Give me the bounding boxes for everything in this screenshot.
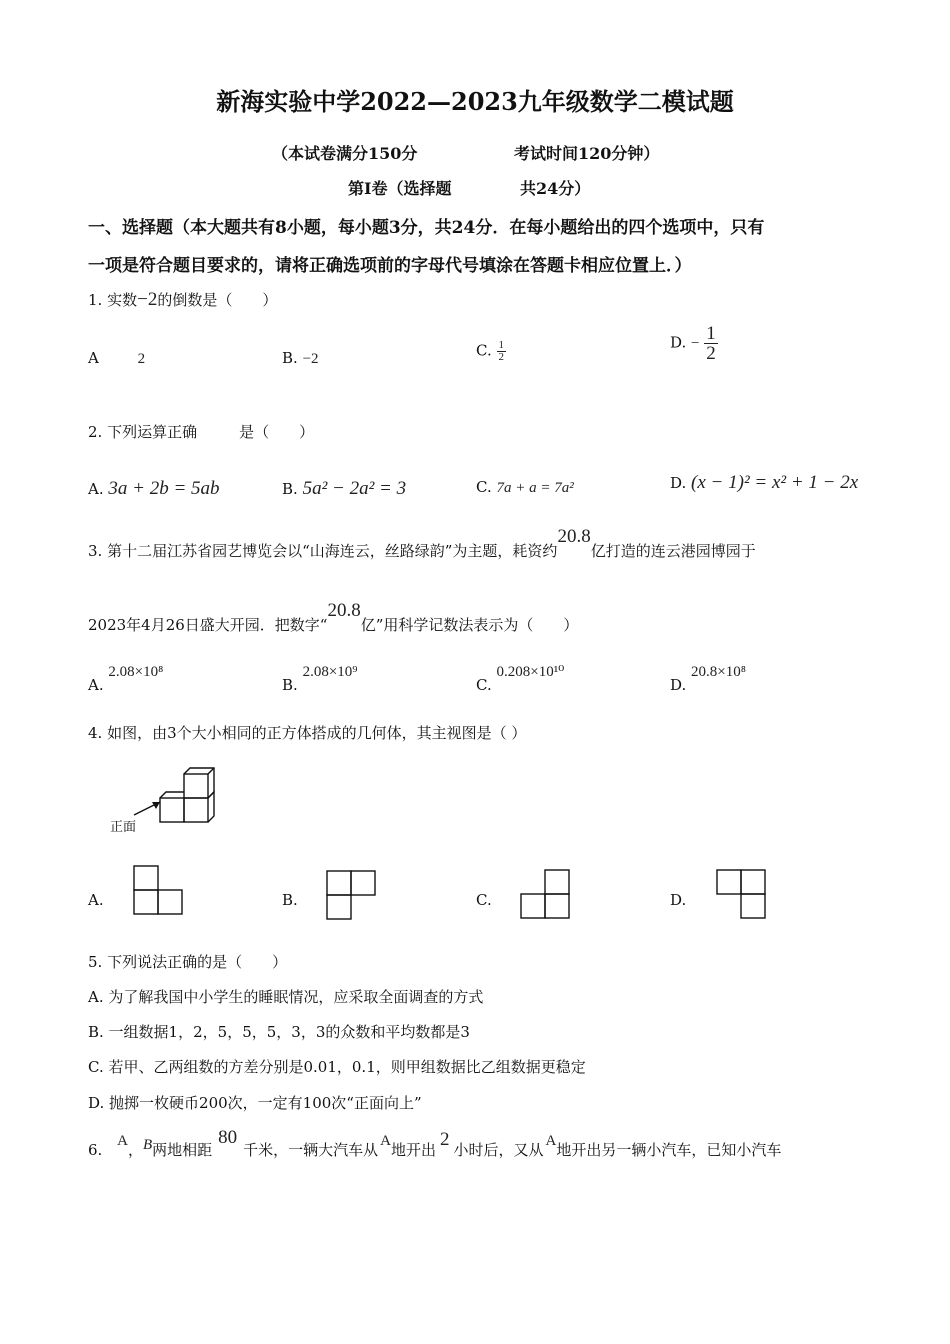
option-d-label[interactable]: D. (670, 891, 687, 909)
cube-face (184, 774, 208, 798)
figure-label: 正面 (110, 820, 137, 835)
question-6 (88, 1127, 782, 1161)
option-c-label[interactable]: C. (476, 891, 492, 909)
option-d[interactable] (670, 324, 718, 363)
question-stem: 的倒数是（ ） (157, 291, 278, 309)
volume-total: 共24分） (520, 179, 591, 198)
point-a: A (380, 1133, 391, 1149)
option-a-view[interactable] (133, 865, 185, 917)
question-number: 2. (88, 423, 103, 441)
denominator: 2 (706, 343, 716, 364)
minus-sign: − (691, 335, 700, 352)
option-label: D. (670, 333, 687, 352)
page-title: 新海实验中学2022—2023九年级数学二模试题 (216, 87, 734, 116)
option-label: D. (670, 676, 687, 694)
option-b-view[interactable] (326, 870, 378, 922)
option-value: 5a² − 2a² = 3 (302, 478, 407, 499)
cube-face (160, 798, 184, 822)
question-stem: 第十二届江苏省园艺博览会以“山海连云，丝路绿韵”为主题，耗资约 (107, 542, 558, 560)
question-stem: 2023年4月26日盛大开园．把数字“ (88, 616, 328, 634)
question-1 (88, 289, 277, 311)
option-b[interactable] (282, 662, 358, 694)
option-a[interactable] (88, 478, 220, 500)
cube-figure (100, 760, 230, 840)
option-c[interactable] (476, 662, 565, 694)
option-label: C. (476, 341, 492, 360)
point-a: A (117, 1133, 128, 1149)
option-a[interactable] (88, 349, 145, 368)
question-stem: 是（ ） (239, 423, 315, 441)
section-line-1: 一、选择题（本大题共有8小题，每小题3分，共24分．在每小题给出的四个选项中，只有 (88, 218, 765, 238)
question-number: 5. (88, 953, 103, 971)
option-b[interactable]: B. 一组数据1，2，5，5，5，3，3的众数和平均数都是3 (88, 1023, 470, 1041)
cube-edge (208, 792, 214, 822)
distance-value: 80 (218, 1127, 238, 1148)
question-stem: 下列运算正确 (107, 423, 198, 441)
denominator: 2 (498, 351, 504, 363)
question-stem: 地开出另一辆小汽车，已知小汽车 (556, 1141, 782, 1159)
option-value: 20.8×10⁸ (691, 664, 746, 680)
option-d[interactable] (670, 472, 858, 494)
question-stem: 亿打造的连云港园博园于 (590, 542, 756, 560)
option-value: 2 (137, 351, 146, 367)
option-label: C. (476, 478, 492, 496)
option-c[interactable] (476, 478, 574, 497)
option-c[interactable] (476, 340, 506, 363)
option-b[interactable] (282, 478, 406, 500)
question-stem: 如图，由3个大小相同的正方体搭成的几何体，其主视图是（ ） (107, 724, 527, 742)
question-stem: 小时后，又从 (453, 1141, 544, 1159)
question-number: 4. (88, 724, 103, 742)
cube-edge (160, 792, 184, 798)
fraction (497, 340, 507, 363)
question-2 (88, 421, 314, 442)
section-line-2: 一项是符合题目要求的，请将正确选项前的字母代号填涂在答题卡相应位置上．） (88, 256, 692, 276)
question-stem: 亿”用科学记数法表示为（ ） (360, 616, 579, 634)
volume-label: 第Ⅰ卷（选择题 (348, 179, 452, 198)
question-stem: 实数 (107, 291, 138, 309)
question-3 (88, 526, 756, 562)
option-value: 7a + a = 7a² (496, 480, 574, 496)
question-stem: 地开出 (391, 1141, 437, 1159)
option-label: A (88, 349, 99, 367)
option-b-label[interactable]: B. (282, 891, 298, 909)
option-value: 0.208×10¹⁰ (496, 664, 565, 680)
option-label: C. (476, 676, 492, 694)
math-expression: 20.8 (327, 600, 361, 621)
option-label: A. (88, 480, 104, 498)
option-a[interactable] (88, 662, 164, 694)
question-4 (88, 722, 526, 743)
math-expression: −2 (137, 289, 158, 310)
fraction (704, 324, 718, 363)
math-expression: 20.8 (557, 526, 591, 547)
option-value: 2.08×10⁸ (108, 664, 164, 680)
question-stem: 千米，一辆大汽车从 (243, 1141, 379, 1159)
option-c[interactable]: C. 若甲、乙两组数的方差分别是0.01，0.1，则甲组数据比乙组数据更稳定 (88, 1058, 586, 1076)
numerator: 1 (498, 339, 504, 351)
option-label: B. (282, 480, 298, 498)
option-d-view[interactable] (716, 869, 768, 921)
option-a-label[interactable]: A. (88, 891, 104, 909)
hours-value: 2 (440, 1129, 450, 1150)
option-b[interactable] (282, 349, 319, 368)
option-value: 2.08×10⁹ (302, 664, 358, 680)
question-stem: 下列说法正确的是（ ） (107, 953, 288, 971)
cube-edge (208, 768, 214, 774)
point-a: A (545, 1133, 557, 1149)
separator: ， (127, 1141, 143, 1159)
question-number: 6. (88, 1141, 103, 1159)
option-label: B. (282, 349, 298, 367)
option-value: −2 (302, 351, 319, 367)
option-c-view[interactable] (520, 869, 572, 921)
option-d[interactable]: D. 抛掷一枚硬币200次，一定有100次“正面向上” (88, 1094, 422, 1112)
question-5 (88, 951, 287, 972)
question-stem: 两地相距 (152, 1141, 213, 1159)
option-value: 3a + 2b = 5ab (108, 478, 220, 499)
option-label: A. (88, 676, 104, 694)
option-value: (x − 1)² = x² + 1 − 2x (691, 472, 859, 493)
full-marks: （本试卷满分150分 (272, 144, 418, 163)
option-label: D. (670, 474, 687, 492)
option-a[interactable]: A. 为了解我国中小学生的睡眠情况，应采取全面调查的方式 (88, 988, 484, 1006)
question-3-line-2 (88, 600, 579, 636)
cube-face (184, 798, 208, 822)
option-d[interactable] (670, 662, 746, 694)
exam-time: 考试时间120分钟） (514, 144, 660, 163)
option-label: B. (282, 676, 298, 694)
numerator: 1 (706, 323, 716, 344)
question-number: 3. (88, 542, 103, 560)
point-b: B (142, 1137, 153, 1153)
question-number: 1. (88, 291, 103, 309)
